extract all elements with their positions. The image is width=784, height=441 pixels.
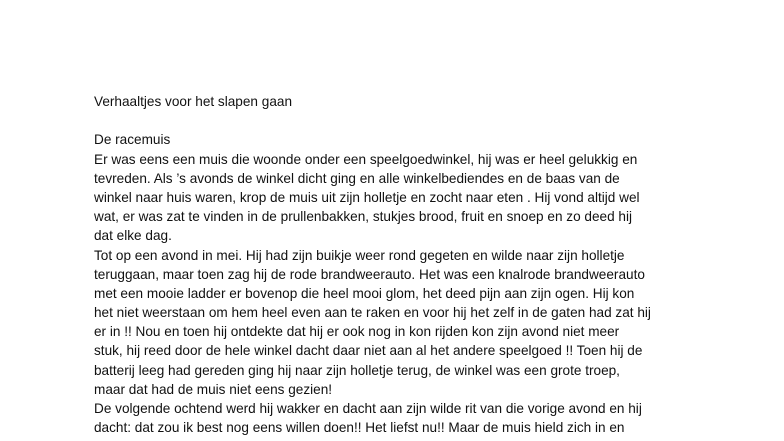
- text-line: met een mooie ladder er bovenop die heel mooi glom, het deed pijn aan zijn ogen. Hij kon: [94, 285, 635, 301]
- text-line: teruggaan, maar toen zag hij de rode brandweerauto. Het was een knalrode brandweerauto: [94, 266, 645, 282]
- text-line: wat, er was zat te vinden in de prullenbakken, stukjes brood, fruit en snoep en zo deed hij: [94, 209, 633, 225]
- text-line: Tot op een avond in mei. Hij had zijn buikje weer rond gegeten en wilde naar zijn holletje: [94, 247, 625, 263]
- text-line: dacht: dat zou ik best nog eens willen doen!! Het liefst nu!! Maar de muis hield zich in en: [94, 420, 625, 436]
- story-title: De racemuis: [94, 132, 171, 148]
- text-line: er in !! Nou en toen hij ontdekte dat hij er ook nog in kon rijden kon zijn avond niet meer: [94, 324, 620, 340]
- text-line: batterij leeg had gereden ging hij naar zijn holletje terug, de winkel was een grote troep,: [94, 362, 620, 378]
- document-title: Verhaaltjes voor het slapen gaan: [94, 94, 293, 109]
- text-line: dat elke dag.: [94, 228, 172, 244]
- document-body: [94, 92, 704, 437]
- text-line: winkel naar huis waren, krop de muis uit zijn holletje en zocht naar eten . Hij vond altijd wel: [94, 189, 640, 205]
- text-line: stuk, hij reed door de hele winkel dacht daar niet aan al het andere speelgoed !! Toen hij de: [94, 343, 643, 359]
- text-line: De volgende ochtend werd hij wakker en dacht aan zijn wilde rit van die vorige avond en hij: [94, 401, 642, 416]
- text-line: Er was eens een muis die woonde onder een speelgoedwinkel, hij was er heel gelukkig en: [94, 151, 638, 167]
- text-line: tevreden. Als ’s avonds de winkel dicht ging en alle winkelbediendes en de baas van de: [94, 170, 620, 186]
- blank-line: [94, 111, 704, 130]
- text-line: maar dat had de muis niet eens gezien!: [94, 381, 333, 397]
- text-line: het niet weerstaan om hem heel even aan te raken en voor hij het zelf in de gaten had zat hij: [94, 305, 651, 321]
